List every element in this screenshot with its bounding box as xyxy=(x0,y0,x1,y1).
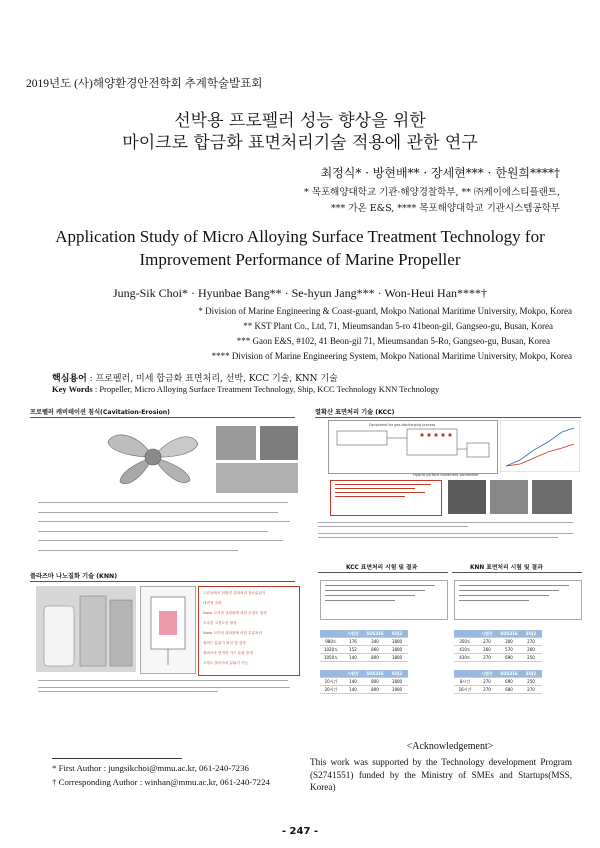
section-knn-result-title: KNN 표면처리 시험 및 결과 xyxy=(470,565,543,571)
knn-feature-6: 플라즈마 면적당 가스 효율 증대 xyxy=(203,651,253,655)
cavitation-detail-photo-3 xyxy=(216,463,298,493)
kcc-sample-photo xyxy=(448,480,486,514)
table-header-cell xyxy=(320,630,342,638)
kcc-result-table-1 xyxy=(320,630,408,662)
table-header-cell: 시험강 xyxy=(342,630,364,638)
poster-figure xyxy=(28,400,584,790)
affiliation-english-line4: **** Division of Marine Engineering System, Mokpo National Maritime University, Mokpo, Korea xyxy=(211,351,572,361)
table-header-cell: SUS316 xyxy=(364,630,386,638)
section-knn-title: 플라즈마 나노질화 기술 (KNN) xyxy=(30,573,118,580)
knn-feature-list xyxy=(198,586,300,676)
knn-feature-7: 고밀도 플라즈마 분위기 가능 xyxy=(203,661,249,665)
footnote-first-author: * First Author : jungsikchoi@mmu.ac.kr, 061-240-7236 xyxy=(52,763,249,773)
table-cell: 260 xyxy=(520,646,542,654)
section-cavitation-title: 프로펠러 캐비테이션 침식(Cavitation-Erosion) xyxy=(30,409,171,416)
table-cell: 410도 xyxy=(454,646,476,654)
affiliation-korean-line2: *** 가온 E&S, **** 목포해양대학교 기관시스템공학부 xyxy=(331,203,560,214)
keywords-english xyxy=(52,384,439,394)
table-header-cell xyxy=(454,670,476,678)
table-cell: 270 xyxy=(520,686,542,694)
table-header-cell: 시험강 xyxy=(476,630,498,638)
knn-feature-3: 우수한 고경도층 형성 xyxy=(203,621,237,625)
page-number: - 247 - xyxy=(281,826,319,837)
affiliation-english-line2: ** KST Plant Co., Ltd, 71, Mieumsandan 5-ro 41beon-gil, Gangseo-gu, Busan, Korea xyxy=(243,321,553,331)
cavitation-notes xyxy=(38,500,296,556)
table-cell: 350도 xyxy=(454,638,476,646)
table-cell: 1800 xyxy=(386,646,408,654)
table-cell: 270 xyxy=(476,678,498,686)
table-row xyxy=(320,678,408,686)
table-row xyxy=(454,686,542,694)
table-row xyxy=(454,678,542,686)
table-cell: 980도 xyxy=(320,638,342,646)
knn-equipment-photo xyxy=(36,586,136,672)
section-kcc-rule xyxy=(315,417,581,418)
knn-feature-4: Nano 크기의 질화물에 의한 부분처리 xyxy=(203,631,263,635)
table-cell: 690 xyxy=(498,678,520,686)
table-row xyxy=(320,646,408,654)
table-cell: 10시간 xyxy=(320,678,342,686)
knn-feature-2: Nano 크기의 질화물에 의한 초경도 형성 xyxy=(203,611,267,615)
keywords-korean-text: : 프로펠러, 미세 합금화 표면처리, 선박, KCC 기술, KNN 기술 xyxy=(89,374,338,384)
table-cell: 800 xyxy=(364,654,386,662)
kcc-process-diagram xyxy=(328,420,498,474)
table-cell: 430도 xyxy=(454,654,476,662)
section-knn-rule xyxy=(30,581,295,582)
footnote-corresponding-author: † Corresponding Author : winhan@mmu.ac.kr, 061-240-7224 xyxy=(52,777,270,787)
acknowledgement-title: <Acknowledgement> xyxy=(406,741,494,752)
table-cell: 570 xyxy=(498,646,520,654)
table-cell: 1800 xyxy=(386,638,408,646)
table-cell: 270 xyxy=(520,638,542,646)
kcc-graph xyxy=(500,420,580,472)
propeller-photo xyxy=(98,422,208,492)
title-english-line1: Application Study of Micro Alloying Surface Treatment Technology for xyxy=(55,227,545,246)
affiliation-korean-line1: * 목포해양대학교 기관·해양경찰학부, ** ㈜케이에스티플랜트, xyxy=(304,187,560,198)
affiliation-english-line3: *** Gaon E&S, #102, 41 Beon-gil 71, Mieumsandan 5-Ro, Gangseo-gu, Busan, Korea xyxy=(236,336,550,346)
table-row xyxy=(454,654,542,662)
table-row xyxy=(320,686,408,694)
table-cell: 140 xyxy=(342,654,364,662)
knn-result-table-1 xyxy=(454,630,542,662)
table-cell: 800 xyxy=(364,678,386,686)
table-cell: 8시간 xyxy=(454,678,476,686)
table-cell: 140 xyxy=(342,678,364,686)
knn-feature-1: 대전형 질화 xyxy=(203,601,222,605)
kcc-condition-box xyxy=(330,480,442,516)
cavitation-detail-photo-2 xyxy=(260,426,298,460)
table-cell: 1050도 xyxy=(320,654,342,662)
section-kcc-title: 열확산 표면처리 기술 (KCC) xyxy=(315,409,395,416)
table-header-row xyxy=(454,630,542,638)
table-cell: 20시간 xyxy=(320,686,342,694)
table-cell: 270 xyxy=(476,686,498,694)
table-cell: 690 xyxy=(498,654,520,662)
table-header-cell xyxy=(320,670,342,678)
section-kcc-result-title: KCC 표면처리 시험 및 결과 xyxy=(346,565,418,571)
keywords-english-label: Key Words xyxy=(52,384,93,394)
kcc-sample-photo-3 xyxy=(532,480,572,514)
knn-schematic xyxy=(140,586,196,674)
table-cell: 176 xyxy=(342,638,364,646)
section-kcc-result-rule xyxy=(318,572,448,573)
keywords-korean xyxy=(52,371,338,384)
table-cell: 152 xyxy=(342,646,364,654)
table-cell: 260 xyxy=(476,646,498,654)
cavitation-detail-photo xyxy=(216,426,256,460)
table-header-cell: SUS316 xyxy=(498,630,520,638)
table-header-cell: SUJ2 xyxy=(386,630,408,638)
title-korean-line2: 마이크로 합금화 표면처리기술 적용에 관한 연구 xyxy=(122,133,478,153)
knn-result-table-2 xyxy=(454,670,542,694)
title-korean-line1: 선박용 프로펠러 성능 향상을 위한 xyxy=(174,111,426,131)
table-cell: 250 xyxy=(520,654,542,662)
table-header-row xyxy=(320,630,408,638)
table-header-cell: SUS316 xyxy=(498,670,520,678)
table-cell: 270 xyxy=(476,654,498,662)
kcc-sample-photo-2 xyxy=(490,480,528,514)
section-knn-result-rule xyxy=(452,572,582,573)
kcc-result-table-2 xyxy=(320,670,408,694)
kcc-process-caption: Hybrid surface treatment parameter xyxy=(413,473,479,477)
table-header-cell xyxy=(454,630,476,638)
table-cell: 1020도 xyxy=(320,646,342,654)
table-row xyxy=(454,638,542,646)
footnote-divider xyxy=(52,758,182,759)
knn-feature-5: 원하는 분위기 확인 및 설정 xyxy=(203,641,246,645)
table-header-cell: SUJ2 xyxy=(520,630,542,638)
authors-english: Jung-Sik Choi* · Hyunbae Bang** · Se-hyun Jang*** · Won-Heui Han****† xyxy=(112,286,488,300)
table-row xyxy=(320,638,408,646)
table-header-cell: SUJ2 xyxy=(386,670,408,678)
keywords-english-text: : Propeller, Micro Alloying Surface Treatment Technology, Ship, KCC Technology KNN Technology xyxy=(94,384,440,394)
kcc-notes xyxy=(318,520,580,538)
table-row xyxy=(454,646,542,654)
authors-korean: 최정식* · 방현배** · 장세현*** · 한원희****† xyxy=(320,166,560,180)
table-header-cell: SUJ2 xyxy=(520,670,542,678)
table-header-row xyxy=(454,670,542,678)
kcc-condition-panel xyxy=(320,580,448,620)
knn-feature-0: 고진공에서 친환경 질화처리 청소분위기 xyxy=(203,591,266,595)
table-cell: 1800 xyxy=(386,654,408,662)
kcc-diagram-title: Equipment for gas-discharging process xyxy=(369,423,436,427)
table-header-row xyxy=(320,670,408,678)
knn-condition-panel xyxy=(454,580,582,620)
table-cell: 300 xyxy=(498,638,520,646)
table-cell: 1800 xyxy=(386,678,408,686)
conference-header: 2019년도 (사)해양환경안전학회 추계학술발표회 xyxy=(26,78,263,90)
table-cell: 680 xyxy=(498,686,520,694)
table-cell: 140 xyxy=(342,686,364,694)
table-cell: 800 xyxy=(364,686,386,694)
table-cell: 1900 xyxy=(386,686,408,694)
table-header-cell: 시험강 xyxy=(342,670,364,678)
title-english-line2: Improvement Performance of Marine Propeller xyxy=(139,250,461,269)
table-cell: 250 xyxy=(520,678,542,686)
table-cell: 16시간 xyxy=(454,686,476,694)
keywords-korean-label: 핵심용어 xyxy=(52,374,87,384)
table-row xyxy=(320,654,408,662)
table-cell: 860 xyxy=(364,646,386,654)
table-header-cell: 시험강 xyxy=(476,670,498,678)
affiliation-english-line1: * Division of Marine Engineering & Coast-guard, Mokpo National Maritime University, Mokpo, Korea xyxy=(198,306,572,316)
table-header-cell: SUS316 xyxy=(364,670,386,678)
acknowledgement-text: This work was supported by the Technology development Program (S2741551) funded by the Ministry of SMEs and Startups(MSS, Korea) xyxy=(310,757,572,793)
section-cavitation-rule xyxy=(30,417,295,418)
knn-notes xyxy=(38,678,296,692)
table-cell: 270 xyxy=(476,638,498,646)
table-cell: 340 xyxy=(364,638,386,646)
